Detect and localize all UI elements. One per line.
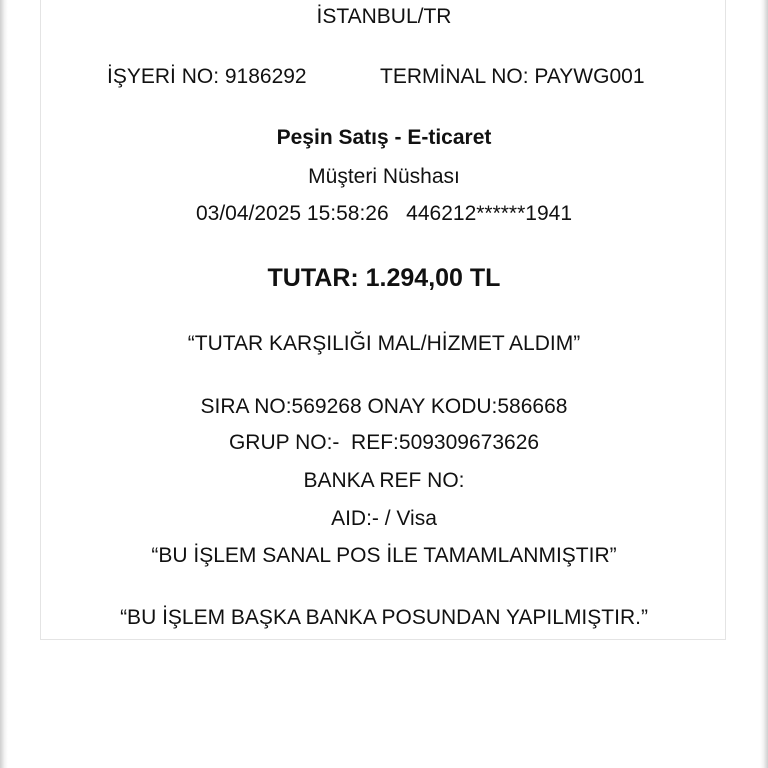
total-amount: TUTAR: 1.294,00 TL bbox=[267, 264, 501, 292]
transaction-type: Peşin Satış - E-ticaret bbox=[276, 126, 492, 149]
copy-label: Müşteri Nüshası bbox=[308, 165, 460, 188]
group-ref-line: GRUP NO:- REF:509309673626 bbox=[228, 431, 540, 454]
virtual-pos-note: “BU İŞLEM SANAL POS İLE TAMAMLANMIŞTIR” bbox=[151, 544, 617, 567]
receipt-document bbox=[40, 0, 726, 640]
city-line: İSTANBUL/TR bbox=[316, 5, 452, 28]
datetime-card-line: 03/04/2025 15:58:26 446212******1941 bbox=[195, 202, 572, 225]
page-edge-left bbox=[0, 0, 8, 768]
merchant-number: İŞYERİ NO: 9186292 bbox=[107, 65, 307, 88]
terminal-number: TERMİNAL NO: PAYWG001 bbox=[380, 65, 645, 88]
acknowledgement-line: “TUTAR KARŞILIĞI MAL/HİZMET ALDIM” bbox=[187, 332, 581, 355]
other-bank-note: “BU İŞLEM BAŞKA BANKA POSUNDAN YAPILMIŞTIR.” bbox=[120, 606, 648, 629]
sequence-approval-line: SIRA NO:569268 ONAY KODU:586668 bbox=[200, 395, 568, 418]
bank-ref-line: BANKA REF NO: bbox=[303, 469, 465, 492]
aid-line: AID:- / Visa bbox=[331, 507, 437, 530]
page-edge-right bbox=[760, 0, 768, 768]
